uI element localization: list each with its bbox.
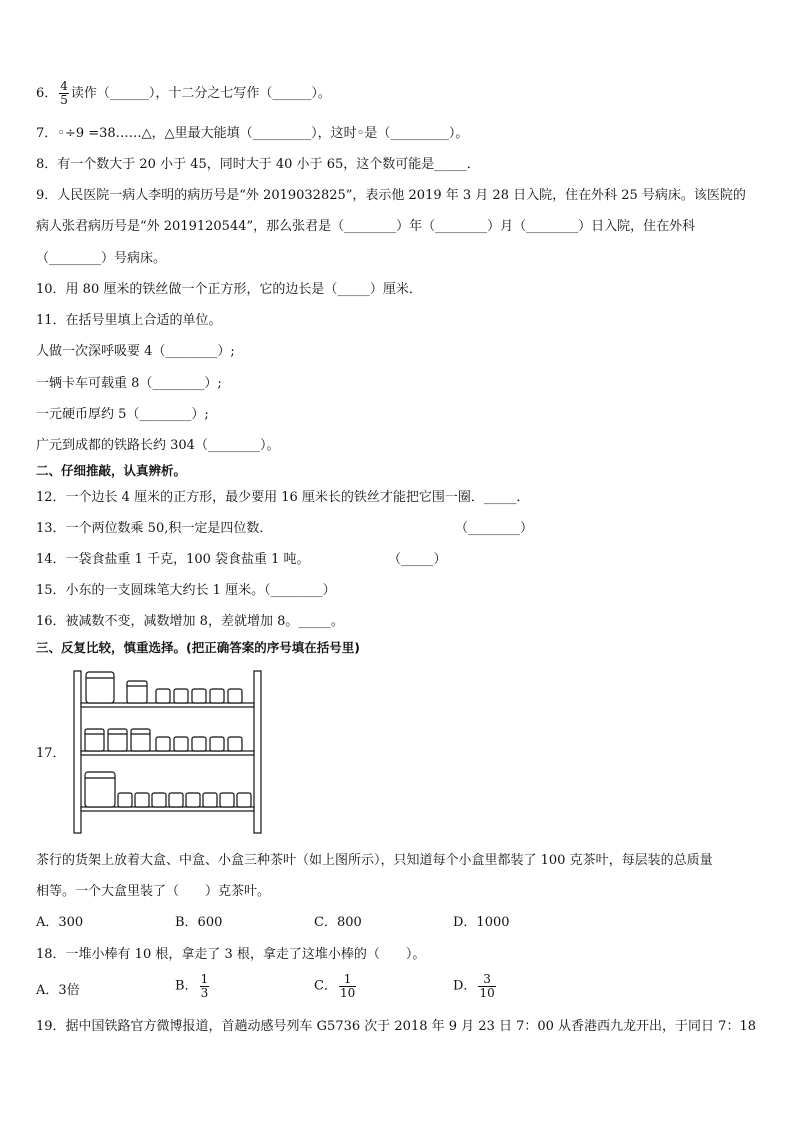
medium-box [85, 729, 104, 751]
question-text: 读作（______），十二分之七写作（______）。 [70, 86, 331, 101]
question-7: 7．◦÷9 =38……△，△里最大能填（_________），这时◦是（_________）。 [36, 126, 469, 141]
option-a[interactable]: A．300 [36, 915, 84, 930]
small-box [192, 737, 206, 751]
tea-shelf-illustration [70, 667, 270, 837]
small-box [152, 793, 166, 807]
section-heading-2: 二、仔细推敲，认真辨析。 [36, 463, 187, 478]
small-box [169, 793, 183, 807]
small-box [210, 689, 224, 703]
question-10: 10．用 80 厘米的铁丝做一个正方形，它的边长是（_____）厘米． [36, 282, 422, 297]
option-d[interactable]: D．1000 [453, 915, 510, 930]
question-18: 18．一堆小棒有 10 根，拿走了 3 根，拿走了这堆小棒的（ ）。 [36, 947, 426, 962]
shelf-right-post [254, 671, 261, 833]
question-9-line2: 病人张君病历号是“外 2019120544”，那么张君是（________）年（________）月（________）日入院，住在外科 [36, 219, 696, 234]
question-9-line3: （________）号病床。 [36, 251, 167, 266]
small-box [220, 793, 234, 807]
shelf-left-post [74, 671, 81, 833]
question-12: 12．一个边长 4 厘米的正方形，最少要用 16 厘米长的铁丝才能把它围一圈．_____． [36, 490, 530, 505]
question-9-line1: 9．人民医院一病人李明的病历号是“外 2019032825”，表示他 2019 年 3 月 28 日入院，住在外科 25 号病床。该医院的 [36, 188, 746, 203]
small-box [174, 737, 188, 751]
small-box [135, 793, 149, 807]
option-b[interactable]: B．600 [175, 915, 223, 930]
small-box [118, 793, 132, 807]
question-17-line1: 茶行的货架上放着大盒、中盒、小盒三种茶叶（如上图所示），只知道每个小盒里都装了 100 克茶叶，每层装的总质量 [36, 853, 713, 868]
question-16: 16．被减数不变，减数增加 8，差就增加 8。_____。 [36, 614, 344, 629]
question-number: 6． [36, 86, 58, 101]
small-box [192, 689, 206, 703]
small-box [203, 793, 217, 807]
section-heading-3: 三、反复比较，慎重选择。(把正确答案的序号填在括号里) [36, 640, 360, 655]
option-c[interactable]: C． $\frac{1}{10}$ [314, 972, 356, 1000]
small-box [210, 737, 224, 751]
small-box [174, 689, 188, 703]
small-box [228, 737, 242, 751]
question-6 [36, 80, 331, 107]
small-box [186, 793, 200, 807]
question-17-number: 17． [36, 746, 66, 761]
fraction: $\frac{1}{3}$ [200, 972, 209, 1000]
question-19: 19．据中国铁路官方微博报道，首趟动感号列车 G5736 次于 2018 年 9 月 23 日 7：00 从香港西九龙开出，于同日 7：18 [36, 1019, 756, 1034]
big-box [86, 672, 114, 703]
question-13: 13．一个两位数乘 50,积一定是四位数． [36, 521, 273, 536]
question-14-answer-paren: （_____） [388, 552, 447, 567]
option-a[interactable]: A．3倍 [36, 983, 80, 998]
medium-box [156, 737, 170, 751]
question-11: 11．在括号里填上合适的单位。 [36, 313, 222, 328]
question-8: 8．有一个数大于 20 小于 45，同时大于 40 小于 65，这个数可能是_____． [36, 157, 480, 172]
question-13-answer-paren: （________） [455, 521, 534, 536]
medium-box [127, 681, 147, 703]
question-17-line2: 相等。一个大盒里装了（ ）克茶叶。 [36, 884, 271, 899]
question-15: 15．小东的一支圆珠笔大约长 1 厘米。（________） [36, 583, 336, 598]
option-c[interactable]: C．800 [314, 915, 362, 930]
question-11-d: 广元到成都的铁路长约 304（________）。 [36, 438, 280, 453]
fraction: $\frac{4}{5}$ [60, 79, 68, 107]
medium-box [108, 729, 127, 751]
question-11-b: 一辆卡车可载重 8（________）; [36, 376, 222, 391]
small-box [228, 689, 242, 703]
medium-box [131, 729, 150, 751]
option-d[interactable]: D． $\frac{3}{10}$ [453, 972, 495, 1000]
fraction: $\frac{1}{10}$ [339, 972, 356, 1000]
option-b[interactable]: B． $\frac{1}{3}$ [175, 972, 209, 1000]
big-box [85, 772, 115, 807]
fraction: $\frac{3}{10}$ [479, 972, 495, 1000]
small-box [237, 793, 251, 807]
small-box [156, 689, 170, 703]
question-14: 14．一袋食盐重 1 千克，100 袋食盐重 1 吨。 [36, 552, 310, 567]
question-11-c: 一元硬币厚约 5（________）; [36, 407, 209, 422]
question-11-a: 人做一次深呼吸要 4（________）; [36, 344, 235, 359]
